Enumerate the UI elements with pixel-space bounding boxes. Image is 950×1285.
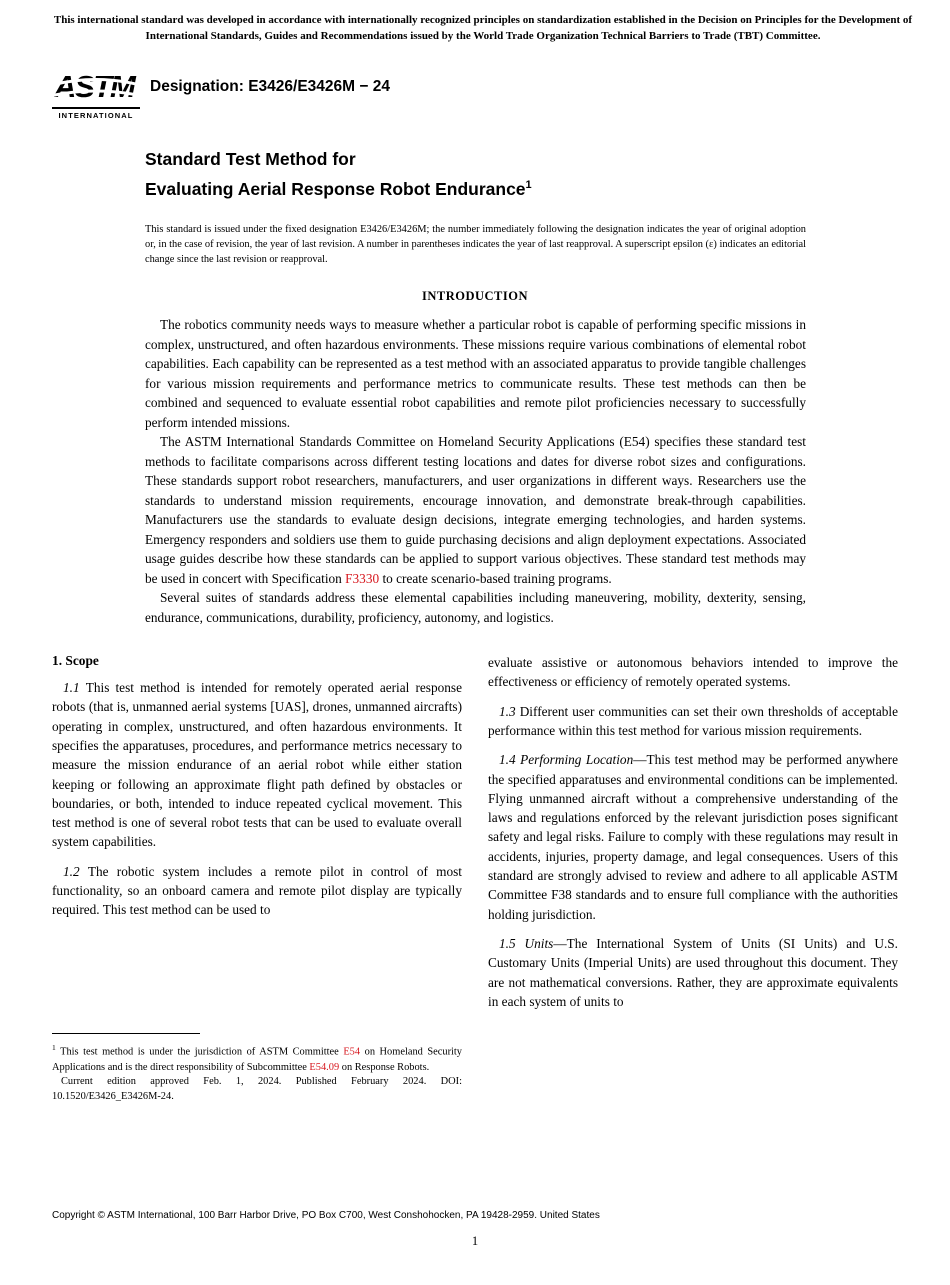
astm-logo-mark <box>54 62 138 108</box>
designation-label: Designation: <box>150 78 244 96</box>
title-line-1: Standard Test Method for <box>145 149 356 170</box>
paragraph-1-4: 1.4 Performing Location—This test method may be performed anywhere the specified apparatuses and environmental conditions can be implemented. Flying unmanned aircraft without a comprehensive understanding of the laws and regulations enforced by the relevant jurisdiction poses significant safety and legal risks. Failure to comply with these regulations may result in accidents, injuries, property damage, and legal consequences. Users of this standard are strongly advised to review and adhere to all applicable ASTM Committee F38 standards and to ensure full compliance with the authorities holding jurisdiction. <box>488 752 898 922</box>
link-e54[interactable]: E54 <box>343 1046 361 1058</box>
link-f3330[interactable]: F3330 <box>345 570 380 586</box>
footnote-rule <box>52 1033 200 1034</box>
footnote-1: $^1$ This test method is under the jurisdiction of ASTM Committee E54 on Homeland Security Applications and is the direct responsibility of Subcommittee E54.09 on Response Robots. <box>52 1043 463 1073</box>
page-number: 1 <box>471 1234 479 1248</box>
paragraph-1-5: 1.5 Units—The International System of Units (SI Units) and U.S. Customary Units (Imperial Units) are used throughout this document. They are not mathematical conversions. Rather, they are approximate equivalents in each system of units to <box>488 935 898 1009</box>
paragraph-1-3: 1.3 Different user communities can set their own thresholds of acceptable performance within this test method for various mission requirements. <box>488 703 898 738</box>
title-line-2: Evaluating Aerial Response Robot Endurance$^1$ <box>145 179 532 200</box>
two-column-body <box>52 653 898 1105</box>
paragraph-1-2-continuation: evaluate assistive or autonomous behaviors intended to improve the effectiveness or efficiency of remotely operated systems. <box>488 655 898 690</box>
designation-line <box>150 78 390 96</box>
intro-paragraph-1: The robotics community needs ways to measure whether a particular robot is capable of performing specific missions in complex, unstructured, and often hazardous environments. These missions require various combinations of elemental robot capabilities. Each capability can be represented as a test method with an associated apparatus to provide tangible challenges for various mission requirements and performance metrics to communicate results. These test methods can then be combined and sequenced to evaluate essential robot capabilities and remote pilot proficiencies necessary to successfully perform intended missions. <box>145 317 806 430</box>
astm-logo <box>52 62 140 120</box>
intro-paragraph-2: The ASTM International Standards Committee on Homeland Security Applications (E54) specifies these standard test methods to facilitate comparisons across different testing locations and dates for diverse robot sizes and configurations. These standards support robot researchers, manufacturers, and user organizations in different ways. Researchers use the standards to understand mission requirements, encourage innovation, and demonstrate break-through capabilities. Manufacturers use the standards to evaluate design decisions, integrate emerging technologies, and harden systems. Emergency responders and soldiers use them to guide purchasing decisions and align deployment expectations. Associated usage guides describe how these standards can be applied to support various objectives. These standard test methods may be used in concert with Specification F3330 to create scenario-based training programs. <box>145 434 806 586</box>
wto-tbt-notice: This international standard was developed in accordance with internationally recognized principles on standardization established in the Decision on Principles for the Development of International Standards, Guides and Recommendations issued by the World Trade Organization Technical Barriers to Trade (TBT) Committee. <box>53 14 913 42</box>
link-e54-09[interactable]: E54.09 <box>309 1061 340 1073</box>
document-title <box>145 146 898 202</box>
astm-logo-international-label: INTERNATIONAL <box>52 107 140 120</box>
introduction-heading: INTRODUCTION <box>421 289 528 304</box>
footnote-1-marker: 1 <box>52 1043 56 1053</box>
issuance-note: This standard is issued under the fixed designation E3426/E3426M; the number immediately following the designation indicates the year of original adoption or, in the case of revision, the year of last revision. A number in parentheses indicates the year of last reapproval. A superscript epsilon (ε) indicates an editorial change since the last revision or reapproval. <box>145 224 806 266</box>
footnote-block <box>52 1025 462 1105</box>
paragraph-1-2: 1.2 The robotic system includes a remote pilot in control of most functionality, so an onboard camera and remote pilot display are typically required. This test method can be used to <box>52 863 463 918</box>
paragraph-1-1: 1.1 This test method is intended for remotely operated aerial response robots (that is, unmanned aerial systems [UAS], drones, unmanned aircrafts) operating in complex, unstructured, and often hazardous environments. It specifies the apparatuses, procedures, and performance metrics necessary to measure the mission endurance of an aerial robot while either station keeping or following an approximate flight path defined by obstacles or boundaries, or both, intended to induce repeated cyclical movement. This test method is one of several robot tests that can be used to evaluate overall system capabilities. <box>52 680 462 850</box>
title-footnote-ref: 1 <box>525 179 532 192</box>
intro-paragraph-3: Several suites of standards address these elemental capabilities including maneuvering, mobility, dexterity, sensing, endurance, communications, durability, proficiency, autonomy, and logistics. <box>145 590 806 625</box>
document-page <box>0 13 950 1105</box>
copyright-line: Copyright © ASTM International, 100 Barr Harbor Drive, PO Box C700, West Conshohocken, PA 19428-2959. United States <box>52 1210 600 1221</box>
introduction-body <box>145 315 806 627</box>
right-column <box>488 653 898 1105</box>
left-column <box>52 653 462 1105</box>
scope-heading: 1. Scope <box>52 653 99 669</box>
document-header <box>52 62 898 120</box>
svg-text:ASTM: ASTM <box>54 69 134 105</box>
designation-value: E3426/E3426M − 24 <box>248 78 390 96</box>
footnote-2: Current edition approved Feb. 1, 2024. Published February 2024. DOI: 10.1520/E3426_E3426M-24. <box>52 1076 462 1103</box>
